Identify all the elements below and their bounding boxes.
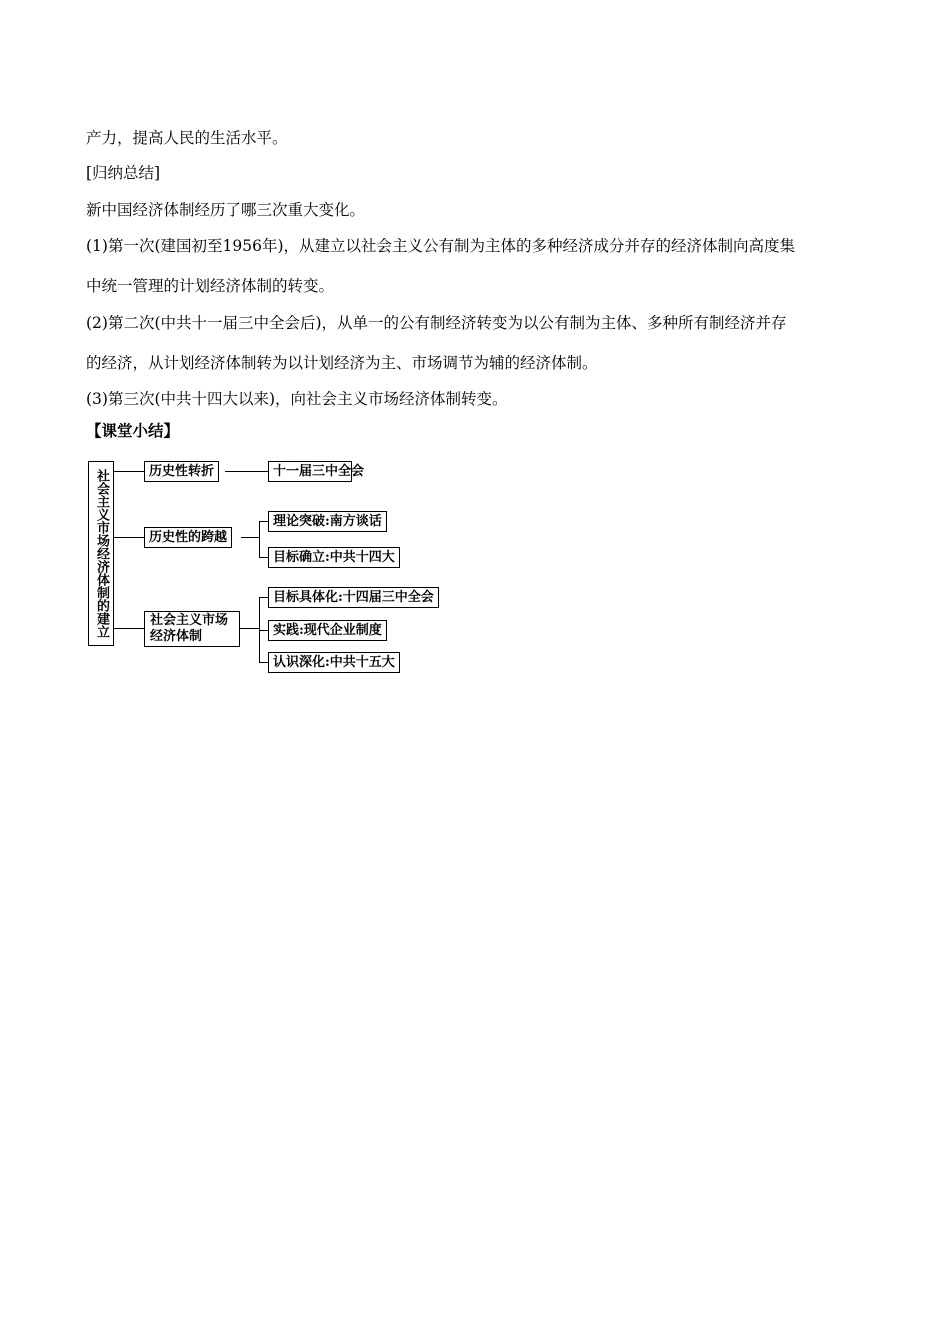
connector-branch-3-child-2	[259, 630, 268, 631]
connector-branch-2-stem	[241, 537, 259, 538]
branch-historic-leap: 历史性的跨越	[144, 527, 232, 548]
connector-branch-1-child	[225, 471, 268, 472]
child-third-plenum-14th: 目标具体化:十四届三中全会	[268, 587, 439, 608]
branch-historic-turn: 历史性转折	[144, 461, 219, 482]
child-modern-enterprise-system: 实践:现代企业制度	[268, 620, 387, 641]
paragraph-heading-summary: [归纳总结]	[86, 164, 161, 182]
section-title: 【课堂小结】	[86, 421, 180, 440]
connector-branch-3-stem	[240, 628, 259, 629]
connector-root-branch-1	[114, 471, 144, 472]
child-14th-congress: 目标确立:中共十四大	[268, 547, 400, 568]
connector-branch-3-child-3	[259, 662, 268, 663]
child-southern-tour-talks: 理论突破:南方谈话	[268, 511, 387, 532]
paragraph-line-1: 产力，提高人民的生活水平。	[86, 129, 288, 147]
paragraph-item-1-b: 中统一管理的计划经济体制的转变。	[86, 277, 335, 295]
connector-branch-2-child-2	[259, 557, 268, 558]
connector-root-branch-3	[114, 628, 144, 629]
paragraph-item-1-a: (1)第一次(建国初至1956年)，从建立以社会主义公有制为主体的多种经济成分并存的经济体制向高度集	[86, 237, 795, 255]
connector-branch-2-child-1	[259, 521, 268, 522]
paragraph-item-2-a: (2)第二次(中共十一届三中全会后)，从单一的公有制经济转变为以公有制为主体、多种所有制经济并存	[86, 314, 787, 332]
paragraph-item-3: (3)第三次(中共十四大以来)，向社会主义市场经济体制转变。	[86, 390, 508, 408]
connector-root-branch-2	[114, 537, 144, 538]
paragraph-item-2-b: 的经济，从计划经济体制转为以计划经济为主、市场调节为辅的经济体制。	[86, 354, 598, 372]
diagram-root: 社会主义市场经济体制的建立	[88, 461, 114, 646]
child-15th-congress: 认识深化:中共十五大	[268, 652, 400, 673]
paragraph-line-question: 新中国经济体制经历了哪三次重大变化。	[86, 201, 366, 219]
connector-branch-2-spine	[259, 521, 260, 558]
branch-socialist-market-economy: 社会主义市场经济体制	[144, 611, 240, 647]
connector-branch-3-child-1	[259, 597, 268, 598]
child-third-plenum-11th: 十一届三中全会	[268, 461, 352, 482]
